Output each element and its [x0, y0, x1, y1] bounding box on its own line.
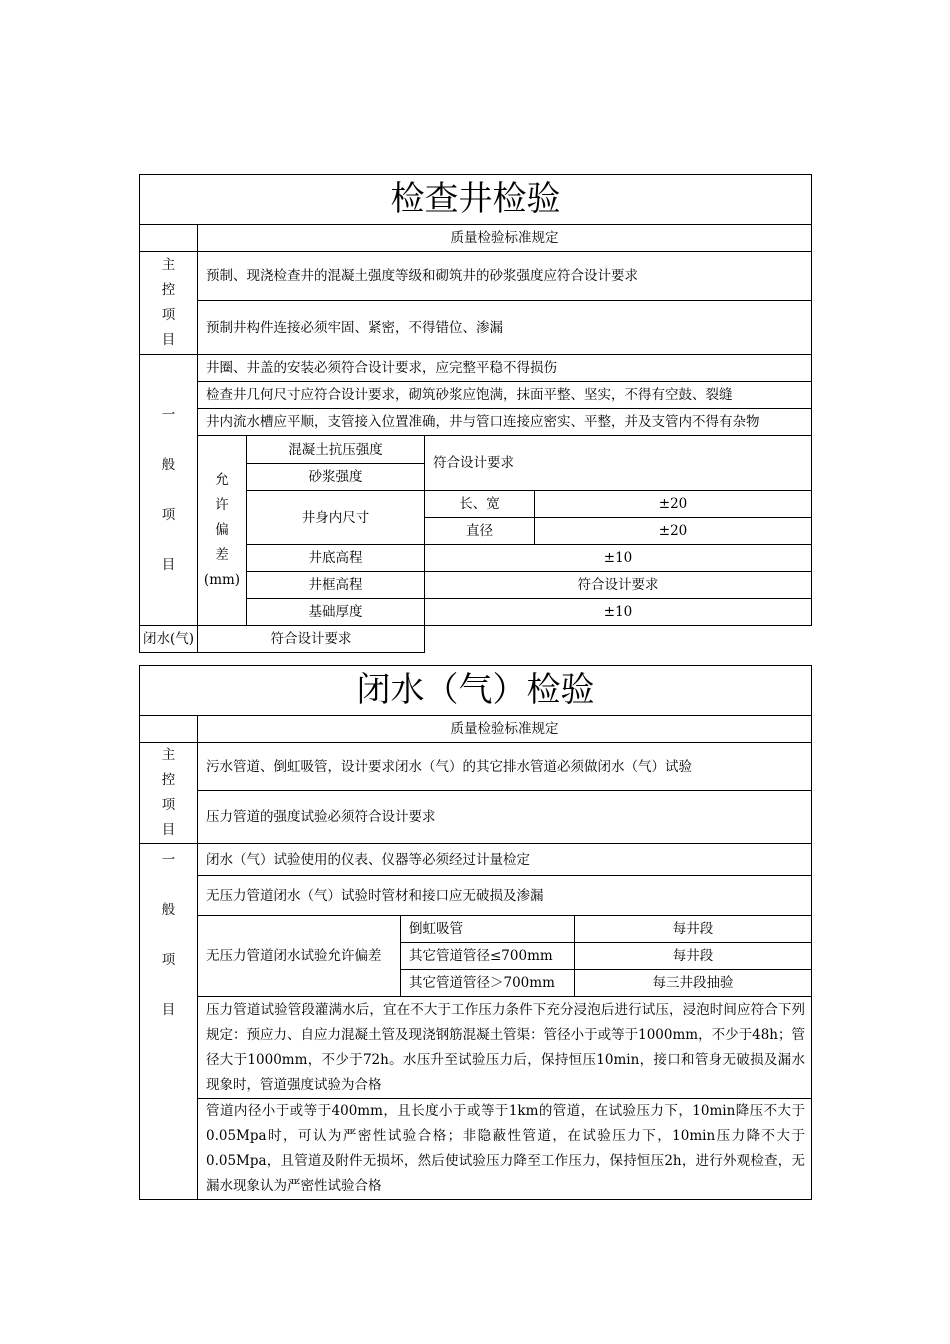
main-control-label: 主 控 项 目 — [140, 743, 198, 844]
inspection-frequency: 每井段 — [575, 916, 812, 943]
tolerance-value: ±10 — [425, 599, 812, 626]
table-title: 闭水（气）检验 — [140, 666, 812, 716]
tolerance-value: ±10 — [425, 545, 812, 572]
general-item: 检查井几何尺寸应符合设计要求，砌筑砂浆应饱满，抹面平整、坚实，不得有空鼓、裂缝 — [198, 382, 812, 409]
main-item: 预制井构件连接必须牢固、紧密，不得错位、渗漏 — [198, 301, 812, 355]
inspection-frequency: 每井段 — [575, 943, 812, 970]
general-item: 井内流水槽应平顺，支管接入位置准确，井与管口连接应密实、平整，并及支管内不得有杂物 — [198, 409, 812, 436]
header-label: 质量检验标准规定 — [198, 225, 812, 252]
general-items-label: 一 般 项 目 — [140, 844, 198, 1200]
tolerance-item: 井身内尺寸 — [247, 491, 425, 545]
general-item: 无压力管道闭水（气）试验时管材和接口应无破损及渗漏 — [198, 876, 812, 916]
tolerance-value: 符合设计要求 — [198, 626, 425, 653]
tolerance-item: 闭水(气) — [140, 626, 198, 653]
general-item: 井圈、井盖的安装必须符合设计要求，应完整平稳不得损伤 — [198, 355, 812, 382]
header-blank-cell — [140, 225, 198, 252]
main-item: 压力管道的强度试验必须符合设计要求 — [198, 791, 812, 844]
inspection-well-table — [139, 174, 812, 653]
pipe-type: 其它管道管径＞700mm — [401, 970, 575, 997]
tolerance-label: 无压力管道闭水试验允许偏差 — [198, 916, 401, 997]
tolerance-item: 砂浆强度 — [247, 464, 425, 491]
pressure-test-text: 压力管道试验管段灌满水后，宜在不大于工作压力条件下充分浸泡后进行试压，浸泡时间应符合下列规定：预应力、自应力混凝土管及现浇钢筋混凝土管渠：管径小于或等于1000mm，不少于48h；管径大于1000mm，不少于72h。水压升至试验压力后，保持恒压10min，接口和管身无破损及漏水现象时，管道强度试验为合格 — [198, 997, 812, 1099]
main-control-label: 主 控 项 目 — [140, 252, 198, 355]
pipe-type: 其它管道管径≤700mm — [401, 943, 575, 970]
tolerance-value: ±20 — [535, 518, 812, 545]
tolerance-item: 混凝土抗压强度 — [247, 436, 425, 464]
tolerance-item: 基础厚度 — [247, 599, 425, 626]
tolerance-value: 符合设计要求 — [425, 572, 812, 599]
pipe-type: 倒虹吸管 — [401, 916, 575, 943]
table-title: 检查井检验 — [140, 175, 812, 225]
tightness-test-text: 管道内径小于或等于400mm，且长度小于或等于1km的管道，在试验压力下，10min降压不大于0.05Mpa时，可认为严密性试验合格；非隐蔽性管道，在试验压力下，10min压力降不大于0.05Mpa，且管道及附件无损坏，然后使试验压力降至工作压力，保持恒压2h，进行外观检查，无漏水现象认为严密性试验合格 — [198, 1099, 812, 1200]
tolerance-label: 允 许 偏 差 (mm) — [198, 436, 247, 626]
tolerance-value: 符合设计要求 — [425, 436, 812, 491]
tolerance-subitem: 直径 — [425, 518, 535, 545]
main-item: 预制、现浇检查井的混凝土强度等级和砌筑井的砂浆强度应符合设计要求 — [198, 252, 812, 301]
header-blank-cell — [140, 716, 198, 743]
inspection-frequency: 每三井段抽验 — [575, 970, 812, 997]
tolerance-item: 井底高程 — [247, 545, 425, 572]
general-items-label: 一 般 项 目 — [140, 355, 198, 626]
general-item: 闭水（气）试验使用的仪表、仪器等必须经过计量检定 — [198, 844, 812, 876]
tolerance-value: ±20 — [535, 491, 812, 518]
main-item: 污水管道、倒虹吸管，设计要求闭水（气）的其它排水管道必须做闭水（气）试验 — [198, 743, 812, 791]
tolerance-item: 井框高程 — [247, 572, 425, 599]
header-label: 质量检验标准规定 — [198, 716, 812, 743]
tolerance-subitem: 长、宽 — [425, 491, 535, 518]
closed-water-test-table — [139, 665, 812, 1200]
